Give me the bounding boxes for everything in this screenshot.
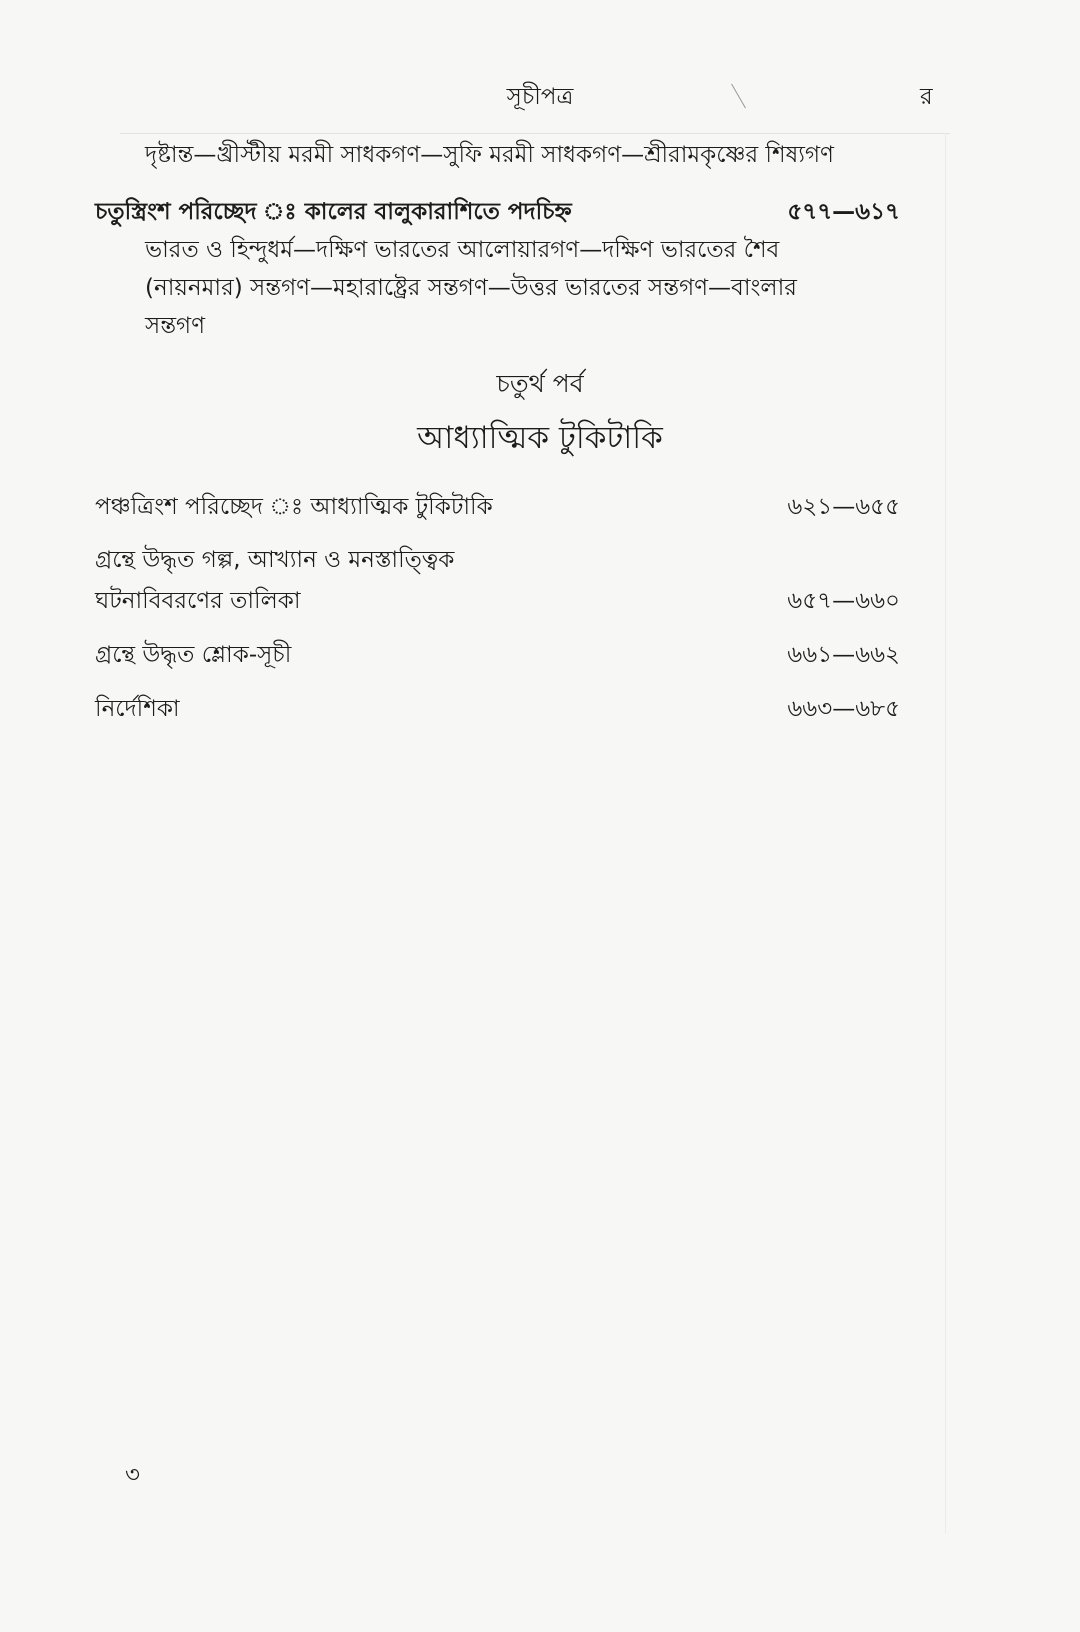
- page-number: ৩: [125, 1462, 140, 1488]
- toc-entry-title: নির্দেশিকা: [95, 696, 180, 722]
- part-title: আধ্যাত্মিক টুকিটাকি: [417, 420, 663, 456]
- chapter-34-pages: ৫৭৭—৬১৭: [787, 199, 900, 225]
- part-label: চতুর্থ পর্ব: [496, 369, 584, 398]
- toc-entry-title: গ্রন্থে উদ্ধৃত গল্প, আখ্যান ও মনস্তাত্ত্বিক: [95, 547, 455, 573]
- previous-section-summary: দৃষ্টান্ত—খ্রীস্টীয় মরমী সাধকগণ—সুফি মরমী সাধকগণ—শ্রীরামকৃষ্ণের শিষ্যগণ: [145, 142, 834, 168]
- toc-entry-pages: ৬৫৭—৬৬০: [787, 588, 900, 614]
- page-marker: র: [920, 84, 933, 110]
- toc-entry-title: পঞ্চত্রিংশ পরিচ্ছেদ ঃ আধ্যাত্মিক টুকিটাকি: [95, 494, 493, 520]
- scan-artifact-line: [120, 133, 950, 134]
- toc-entry-pages: ৬৬৩—৬৮৫: [787, 696, 900, 722]
- chapter-34-summary-line: (নায়নমার) সন্তগণ—মহারাষ্ট্রের সন্তগণ—উত্তর ভারতের সন্তগণ—বাংলার: [145, 275, 797, 301]
- toc-entry-pages: ৬২১—৬৫৫: [787, 494, 900, 520]
- toc-entry-pages: ৬৬১—৬৬২: [787, 642, 900, 668]
- scan-artifact-edge: [945, 133, 946, 1533]
- chapter-34-summary-line: সন্তগণ: [145, 313, 206, 339]
- toc-entry-title-cont: ঘটনাবিবরণের তালিকা: [95, 588, 301, 614]
- running-header: সূচীপত্র: [506, 84, 574, 110]
- chapter-34-summary-line: ভারত ও হিন্দুধর্ম—দক্ষিণ ভারতের আলোয়ারগণ—দক্ষিণ ভারতের শৈব: [145, 237, 780, 263]
- chapter-34-title: চতুস্ত্রিংশ পরিচ্ছেদ ঃ কালের বালুকারাশিতে পদচিহ্ন: [95, 199, 572, 225]
- toc-entry-title: গ্রন্থে উদ্ধৃত শ্লোক-সূচী: [95, 642, 292, 668]
